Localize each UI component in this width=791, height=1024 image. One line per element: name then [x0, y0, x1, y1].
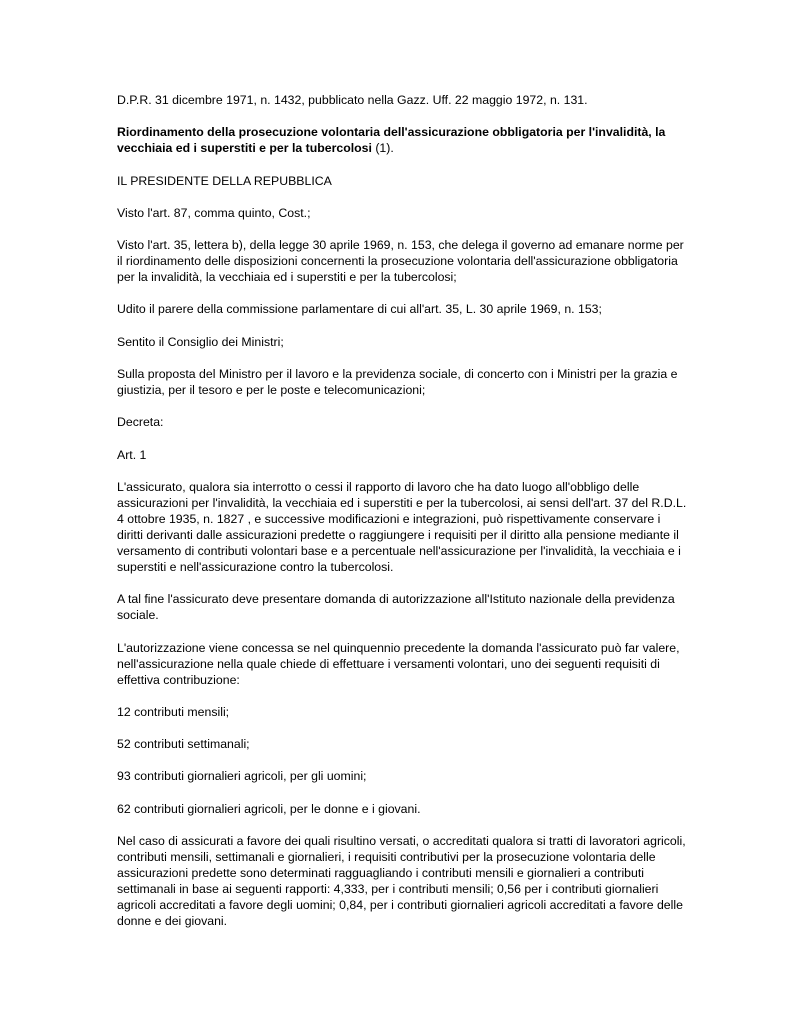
- requirement-item: 12 contributi mensili;: [117, 704, 230, 719]
- footnote-reference: (1).: [371, 141, 394, 156]
- article-paragraph: A tal fine l'assicurato deve presentare domanda di autorizzazione all'Istituto nazionale della previdenza sociale.: [117, 592, 675, 623]
- requirement-item: 93 contributi giornalieri agricoli, per gli uomini;: [117, 769, 367, 784]
- article-paragraph: Nel caso di assicurati a favore dei quali risultino versati, o accreditati qualora si tratti di lavoratori agricoli, contributi mensili, settimanali e giornalieri, i requisiti contributivi per la prosecuzione volontaria delle assicurazioni predette sono determinati ragguagliando i contributi mensili e giornalieri a contributi settimanali in base ai seguenti rapporti: 4,333, per i contributi mensili; 0,56 per i contributi giornalieri agricoli accreditati a favore degli uomini; 0,84, per i contributi giornalieri agricoli accreditati a favore delle donne e dei giovani.: [117, 834, 686, 929]
- preamble-paragraph: Sulla proposta del Ministro per il lavoro e la previdenza sociale, di concerto con i Ministri per la grazia e giustizia, per il tesoro e per le poste e telecomunicazioni;: [117, 367, 678, 398]
- document-page: [117, 92, 687, 945]
- article-heading: Art. 1: [117, 447, 147, 462]
- document-title: [117, 124, 687, 156]
- document-title-text: Riordinamento della prosecuzione volontaria dell'assicurazione obbligatoria per l'invalidità, la vecchiaia ed i superstiti e per la tubercolosi: [117, 125, 666, 156]
- article-paragraph: L'autorizzazione viene concessa se nel quinquennio precedente la domanda l'assicurato può far valere, nell'assicurazione nella quale chiede di effettuare i versamenti volontari, uno dei seguenti requisiti di effettiva contribuzione:: [117, 640, 680, 687]
- preamble-paragraph: Udito il parere della commissione parlamentare di cui all'art. 35, L. 30 aprile 1969, n. 153;: [117, 302, 602, 317]
- authority-heading: IL PRESIDENTE DELLA REPUBBLICA: [117, 173, 332, 188]
- article-paragraph: L'assicurato, qualora sia interrotto o cessi il rapporto di lavoro che ha dato luogo all'obbligo delle assicurazioni per l'invalidità, la vecchiaia ed i superstiti e per la tubercolosi, ai sensi dell'art. 37 del R.D.L. 4 ottobre 1935, n. 1827 , e successive modificazioni e integrazioni, può rispettivamente conservare i diritti derivanti dalle assicurazioni predette o raggiungere i requisiti per il diritto alla pensione mediante il versamento di contributi volontari base e a percentuale nell'assicurazione per l'invalidità, la vecchiaia e i superstiti e nell'assicurazione contro la tubercolosi.: [117, 479, 687, 574]
- requirement-item: 52 contributi settimanali;: [117, 737, 250, 752]
- decreta-heading: Decreta:: [117, 415, 164, 430]
- preamble-paragraph: Visto l'art. 35, lettera b), della legge 30 aprile 1969, n. 153, che delega il governo ad emanare norme per il riordinamento delle disposizioni concernenti la prosecuzione volontaria dell'assicurazione obbligatoria per la invalidità, la vecchiaia ed i superstiti e per la tubercolosi;: [117, 238, 684, 285]
- document-header: D.P.R. 31 dicembre 1971, n. 1432, pubblicato nella Gazz. Uff. 22 maggio 1972, n. 131.: [117, 93, 588, 107]
- preamble-paragraph: Sentito il Consiglio dei Ministri;: [117, 334, 284, 349]
- preamble-paragraph: Visto l'art. 87, comma quinto, Cost.;: [117, 205, 311, 220]
- requirement-item: 62 contributi giornalieri agricoli, per le donne e i giovani.: [117, 801, 421, 816]
